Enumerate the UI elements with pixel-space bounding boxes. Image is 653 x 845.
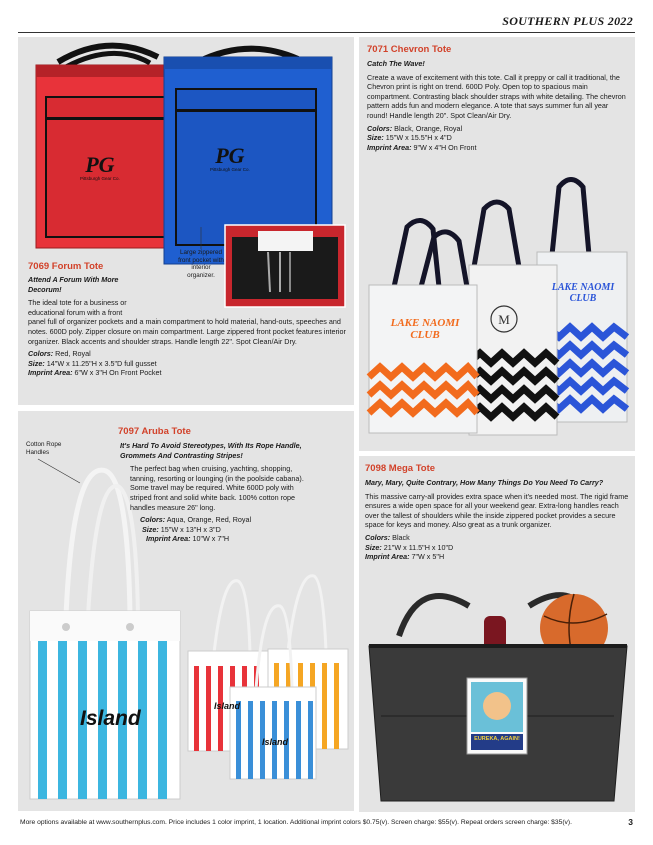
mega-imprint: Imprint Area: 7"W x 5"H (365, 552, 445, 562)
footer-note: More options available at www.southernplus.com. Price includes 1 color imprint, 1 location. Additional imprint colors $0.75(v). Screen charge: $55(v). Repeat orders screen charge: $35(v). (20, 819, 572, 826)
orange-bag-logo: LAKE NAOMI CLUB (390, 317, 460, 341)
aruba-large-logo: Island (80, 707, 141, 730)
forum-colors: Colors: Red, Royal (28, 349, 91, 359)
forum-description: panel full of organizer pockets and a main compartment to hold material, hand-outs, speeches and notes. 600D poly. Zipper closure on main compartment. Large zippered front pocket features interior organizer. Black accents and shoulder straps. Handle length 22". Spot Clean/Air Dry. (28, 317, 346, 346)
forum-copy (28, 261, 348, 378)
forum-tagline: Attend A Forum With More Decorum! (28, 275, 119, 294)
chevron-colors: Colors: Black, Orange, Royal (367, 123, 463, 133)
mega-tote-illustration (359, 456, 635, 812)
mega-poster-imprint (467, 678, 527, 754)
mega-size: Size: 21"W x 11.5"H x 10"D (365, 542, 454, 552)
chevron-description: Create a wave of excitement with this tote. Call it preppy or call it traditional, the Chevron print is right on trend. 600D Poly. Open top to spacious main compartment. Contrasting black shoulder straps with white detailing. The chevron pattern adds fun and modern elegance. A tote that says summer fun all year round! Handle length 20". Spot Clean/Air Dry. (367, 72, 626, 120)
aruba-colors: Colors: Aqua, Orange, Red, Royal (140, 515, 252, 525)
aruba-rope-callout: Cotton Rope Handles (26, 441, 62, 456)
forum-tote-panel (18, 37, 354, 405)
svg-text:M: M (498, 312, 510, 327)
aruba-copy (118, 426, 308, 544)
chevron-size: Size: 15"W x 15.5"H x 4"D (367, 133, 452, 143)
forum-size: Size: 14"W x 11.25"H x 3.5"D full gusset (28, 358, 157, 368)
catalog-header: SOUTHERN PLUS 2022 (502, 14, 633, 28)
mega-tagline: Mary, Mary, Quite Contrary, How Many Things Do You Need To Carry? (365, 478, 604, 487)
aruba-size: Size: 15"W x 13"H x 3"D (142, 524, 221, 534)
chevron-imprint: Imprint Area: 9"W x 4"H On Front (367, 142, 477, 152)
chevron-tagline: Catch The Wave! (367, 59, 425, 68)
aruba-small-logo-2: Island (262, 737, 289, 747)
forum-imprint: Imprint Area: 6"W x 3"H On Front Pocket (28, 368, 162, 378)
mega-colors: Colors: Black (365, 532, 410, 542)
mega-tote-panel (359, 456, 635, 812)
forum-pocket-callout: Large zippered front pocket with interior organizer. (178, 249, 224, 279)
mega-title: 7098 Mega Tote (365, 463, 436, 474)
mega-description: This massive carry-all provides extra space when it's needed most. The rigid frame ensures a wide open space for all your weekend gear. Extra-long handles reach over the tallest of shoulders while the inside zippered pocket provides a secure space for keys and money. Also great as a trunk organizer. (365, 491, 629, 530)
chevron-title: 7071 Chevron Tote (367, 44, 452, 55)
forum-title: 7069 Forum Tote (28, 261, 104, 272)
page-number: 3 (628, 817, 633, 827)
header-rule (18, 32, 635, 33)
aruba-small-logo-1: Island (214, 701, 241, 711)
red-bag-logo: PG Pittsburgh Gear Co. (80, 152, 120, 181)
chevron-tote-panel (359, 37, 635, 451)
royal-aruba-bag (230, 606, 316, 779)
chevron-tote-illustration (359, 37, 635, 451)
aruba-imprint: Imprint Area: 10"W x 7"H (146, 534, 230, 544)
aruba-tote-panel (18, 411, 354, 811)
royal-bag-logo: LAKE NAOMI CLUB (551, 282, 615, 304)
aruba-tagline: It's Hard To Avoid Stereotypes, With Its Rope Handle, Grommets And Contrasting Stripes! (120, 441, 302, 460)
forum-description-lead: The ideal tote for a business or educational forum with a front (28, 298, 127, 317)
blue-bag-logo: PG Pittsburgh Gear Co. (210, 143, 250, 172)
black-chevron-bag (469, 202, 557, 435)
aruba-title: 7097 Aruba Tote (118, 426, 191, 437)
mega-poster-text: EUREKA, AGAIN! (474, 736, 520, 742)
aruba-description: The perfect bag when cruising, yachting, shopping, tanning, resorting or lounging (in the poolside cabana). Some travel may be required. White 600D poly with striped front and solid white back. 100% cotton rope handles measure 26" long. (130, 464, 304, 512)
